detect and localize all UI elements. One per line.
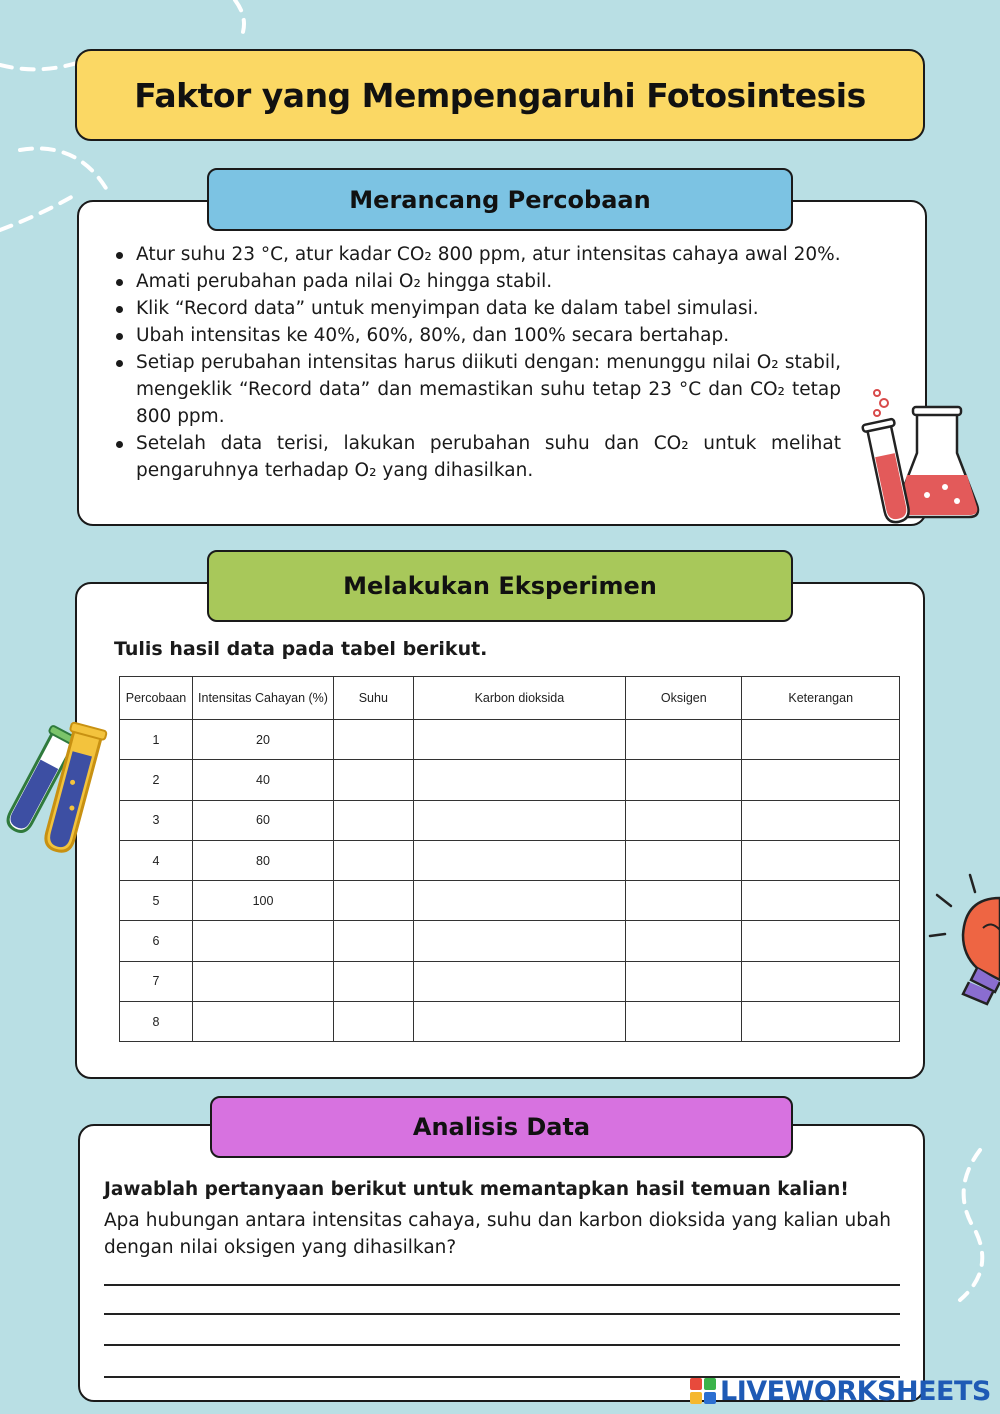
section-heading-design: Merancang Percobaan [207,168,793,231]
col-header-karbon-dioksida: Karbon dioksida [413,677,626,720]
table-cell: 100 [193,881,334,921]
table-input-cell[interactable] [626,961,742,1001]
table-input-cell[interactable] [413,1002,626,1042]
table-cell: 6 [120,921,193,961]
table-input-cell[interactable] [334,720,414,760]
table-input-cell[interactable] [626,840,742,880]
table-row [120,720,900,760]
table-input-cell[interactable] [742,881,900,921]
table-input-cell[interactable] [742,760,900,800]
page-title-box [75,49,925,141]
step-item: Klik “Record data” untuk menyimpan data ke dalam tabel simulasi. [114,295,841,322]
table-cell: 60 [193,800,334,840]
table-input-cell[interactable] [413,760,626,800]
table-input-cell[interactable] [626,760,742,800]
col-header-keterangan: Keterangan [742,677,900,720]
table-input-cell[interactable] [626,800,742,840]
analysis-card [78,1124,925,1402]
test-tubes-icon [0,712,110,862]
table-input-cell[interactable] [334,881,414,921]
liveworksheets-logo-icon [690,1378,716,1404]
table-input-cell[interactable] [334,840,414,880]
table-cell: 2 [120,760,193,800]
table-cell [193,921,334,961]
table-instruction: Tulis hasil data pada tabel berikut. [114,638,488,660]
table-cell: 7 [120,961,193,1001]
table-input-cell[interactable] [742,840,900,880]
table-row [120,961,900,1001]
light-bulb-icon [925,870,1000,1010]
table-input-cell[interactable] [413,800,626,840]
table-input-cell[interactable] [626,1002,742,1042]
table-row [120,921,900,961]
step-item: Atur suhu 23 °C, atur kadar CO₂ 800 ppm, atur intensitas cahaya awal 20%. [114,241,841,268]
table-cell: 8 [120,1002,193,1042]
table-cell: 5 [120,881,193,921]
table-input-cell[interactable] [413,961,626,1001]
table-input-cell[interactable] [742,720,900,760]
liveworksheets-logo [690,1374,991,1408]
table-input-cell[interactable] [626,881,742,921]
table-row [120,760,900,800]
table-row [120,881,900,921]
liveworksheets-logo-text: LIVEWORKSHEETS [720,1375,991,1407]
analysis-prompt: Jawablah pertanyaan berikut untuk memantapkan hasil temuan kalian! [104,1179,849,1200]
table-input-cell[interactable] [413,881,626,921]
analysis-question: Apa hubungan antara intensitas cahaya, suhu dan karbon dioksida yang kalian ubah dengan nilai oksigen yang dihasilkan? [104,1210,891,1258]
table-input-cell[interactable] [742,961,900,1001]
lab-glassware-icon [857,385,987,535]
table-input-cell[interactable] [334,921,414,961]
table-header-row [120,677,900,720]
table-cell: 40 [193,760,334,800]
table-cell [193,1002,334,1042]
table-input-cell[interactable] [334,1002,414,1042]
step-item: Ubah intensitas ke 40%, 60%, 80%, dan 100% secara bertahap. [114,322,841,349]
table-row [120,1002,900,1042]
page-title: Faktor yang Mempengaruhi Fotosintesis [134,75,866,115]
data-table [119,676,900,1042]
table-cell: 80 [193,840,334,880]
answer-line[interactable] [104,1313,900,1315]
table-cell: 1 [120,720,193,760]
step-item: Setiap perubahan intensitas harus diikuti dengan: menunggu nilai O₂ stabil, mengeklik “Record data” dan memastikan suhu tetap 23 °C dan CO₂ tetap 800 ppm. [114,349,841,430]
table-cell: 3 [120,800,193,840]
col-header-percobaan: Percobaan [120,677,193,720]
step-item: Amati perubahan pada nilai O₂ hingga stabil. [114,268,841,295]
table-input-cell[interactable] [742,800,900,840]
table-cell [193,961,334,1001]
answer-line[interactable] [104,1284,900,1286]
experiment-steps-list [114,241,841,484]
table-input-cell[interactable] [626,921,742,961]
col-header-oksigen: Oksigen [626,677,742,720]
table-input-cell[interactable] [334,800,414,840]
table-input-cell[interactable] [413,921,626,961]
step-item: Setelah data terisi, lakukan perubahan suhu dan CO₂ untuk melihat pengaruhnya terhadap O₂ yang dihasilkan. [114,430,841,484]
col-header-intensitas: Intensitas Cahayan (%) [193,677,334,720]
table-input-cell[interactable] [334,961,414,1001]
decorative-dashes-right [920,1130,1000,1390]
table-row [120,840,900,880]
section-heading-analysis: Analisis Data [210,1096,793,1158]
section-heading-experiment: Melakukan Eksperimen [207,550,793,622]
col-header-suhu: Suhu [334,677,414,720]
table-input-cell[interactable] [742,1002,900,1042]
table-cell: 4 [120,840,193,880]
table-input-cell[interactable] [334,760,414,800]
table-row [120,800,900,840]
table-input-cell[interactable] [413,720,626,760]
table-cell: 20 [193,720,334,760]
table-input-cell[interactable] [413,840,626,880]
table-input-cell[interactable] [626,720,742,760]
table-input-cell[interactable] [742,921,900,961]
answer-line[interactable] [104,1344,900,1346]
